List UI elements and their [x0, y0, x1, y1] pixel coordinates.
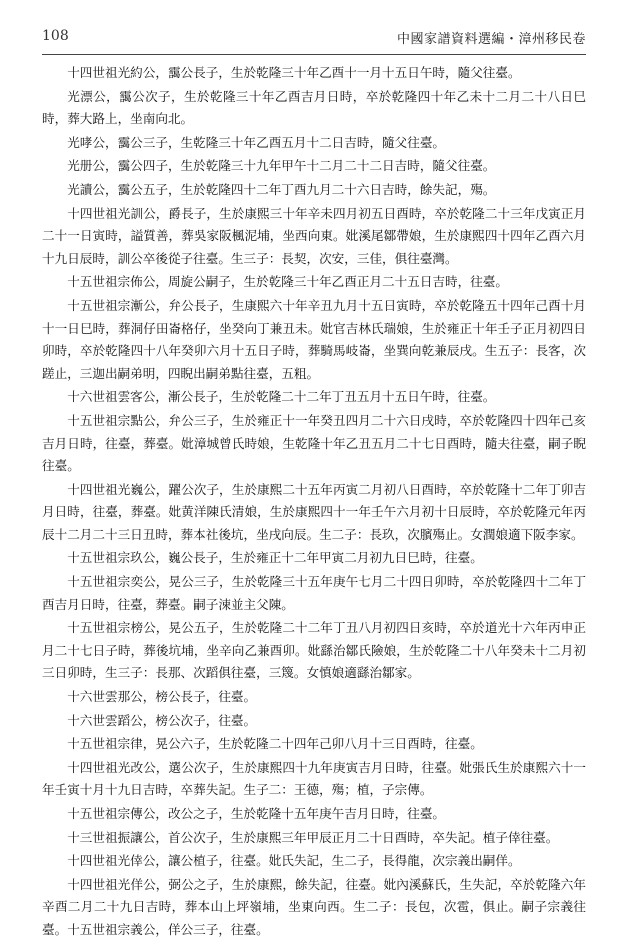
paragraph: 光哮公，靄公三子，生乾隆三十年乙酉五月十二日吉時，隨父往臺。: [67, 134, 445, 150]
paragraph: 十五世祖宗漸公，弁公長子，生康熙六十年辛丑九月十五日寅時，卒於乾隆五十四年己酉十月十一日巳時，葬洞仔田崙格仔，坐癸向丁兼丑未。妣官吉林氏瑞娘，生於雍正十年壬子正月初四日卯時，卒於乾隆四十八年癸卯六月十五日子時，葬騎馬岐崙，坐巽向乾兼辰戌。生五子：長客，次蹉止，三迦出嗣弟明，四睨出嗣弟點往臺，五粗。: [42, 297, 586, 381]
paragraph: 光册公，靄公四子，生於乾隆三十九年甲午十二月二十二日吉時，隨父往臺。: [67, 158, 496, 174]
paragraph: 十五世祖宗傳公，改公之子，生於乾隆十五年庚午吉月日時，往臺。: [67, 806, 445, 821]
running-head: 中國家譜資料選編・漳州移民卷: [396, 32, 586, 47]
paragraph: 光讀公，靄公五子，生於乾隆四十二年丁酉九月二十六日吉時，餘失記，殤。: [67, 181, 496, 197]
paragraph: 十五世祖宗律，晃公六子，生於乾隆二十四年己卯八月十三日酉時，往臺。: [67, 736, 483, 752]
page-number: 108: [42, 28, 69, 44]
paragraph: 十四世祖光訓公，爵長子，生於康熙三十年辛未四月初五日酉時，卒於乾隆二十三年戊寅正月二十一日寅時，謚質善，葬吳家阪楓泥埔，坐西向東。妣溪尾鄒帶娘，生於康熙四十四年乙酉六月十九日辰時，訓公卒後從子往臺。生三子：長契，次安，三佳，俱往臺灣。: [42, 205, 586, 266]
paragraph: 十六世雲蹈公，榜公次子，往臺。: [67, 712, 257, 728]
paragraph: 十五世祖宗榜公，晃公五子，生於乾隆二十二年丁丑八月初四日亥時，卒於道光十六年丙申正月二十七日子時，葬後坑埔，坐辛向乙兼酉卯。妣繇治鄒氏險娘，生於乾隆二十八年癸未十二月初三日卯時，生三子：長那、次蹈俱往臺，三篾。女慎娘適繇治鄒家。: [42, 620, 586, 681]
paragraph: 十五世祖宗點公，弁公三子，生於雍正十一年癸丑四月二十六日戌時，卒於乾隆四十四年己亥吉月日時，往臺，葬臺。妣漳城曾氏時娘，生乾隆十年乙丑五月二十七日酉時，隨夫往臺，嗣子睨往臺。: [42, 412, 586, 474]
paragraph: 十三世祖振讓公，首公次子，生於康熙三年甲辰正月二十日酉時，卒失記。植子倖往臺。: [67, 829, 559, 845]
paragraph: 十五世祖宗奕公，晃公三子，生於乾隆三十五年庚午七月二十四日卯時，卒於乾隆四十二年丁酉吉月日時，往臺，葬臺。嗣子涑並主父陳。: [42, 574, 586, 612]
paragraph: 十四世祖光約公，靄公長子，生於乾隆三十年乙酉十一月十五日午時，隨父往臺。: [67, 65, 521, 80]
page-header: [42, 20, 586, 55]
paragraph: 光漂公，靄公次子，生於乾隆三十年乙酉吉月日時，卒於乾隆四十年乙未十二月二十八日巳時，葬大路上，坐南向北。: [42, 88, 586, 127]
paragraph: 十六世祖雲客公，漸公長子，生於乾隆二十二年丁丑五月十五日午時，往臺。: [67, 389, 496, 405]
paragraph: 十五世祖宗玖公，巍公長子，生於雍正十二年甲寅二月初九日巳時，往臺。: [67, 550, 483, 566]
paragraph: 十四世祖光改公，選公次子，生於康熙四十九年庚寅吉月日時，往臺。妣張氏生於康熙六十一年壬寅十月十九日吉時，卒葬失記。生子二：王德，殤；植，子宗傳。: [42, 759, 586, 798]
paragraph: 十四世祖光佯公，弼公之子，生於康熙，餘失記，往臺。妣內溪蘇氏，生失記，卒於乾隆六年辛酉二月二十九日吉時，葬本山上坪嶺埔，坐東向西。生二子：長包，次雹，俱止。嗣子宗義往臺。十五世祖宗義公，佯公三子，往臺。: [42, 876, 586, 937]
paragraph: 十四世祖光巍公，躍公次子，生於康熙二十五年丙寅二月初八日酉時，卒於乾隆十二年丁卯吉月日時，往臺，葬臺。妣黄洋陳氏清娘，生於康熙四十一年壬午六月初十日辰時，卒於乾隆元年丙辰十二月二十三日丑時，葬本社後坑，坐戌向辰。生二子：長玖，次臏殤止。女潤娘適下阪李家。: [42, 481, 586, 542]
paragraph: 十六世雲那公，榜公長子，往臺。: [67, 689, 257, 705]
body-text: [42, 62, 586, 943]
paragraph: 十五世祖宗佈公，周旋公嗣子，生於乾隆三十年乙酉正月二十五日吉時，往臺。: [67, 274, 508, 290]
paragraph: 十四世祖光倖公，讓公植子，往臺。妣氏失記，生二子，長得龍，次宗義出嗣佯。: [67, 853, 521, 869]
